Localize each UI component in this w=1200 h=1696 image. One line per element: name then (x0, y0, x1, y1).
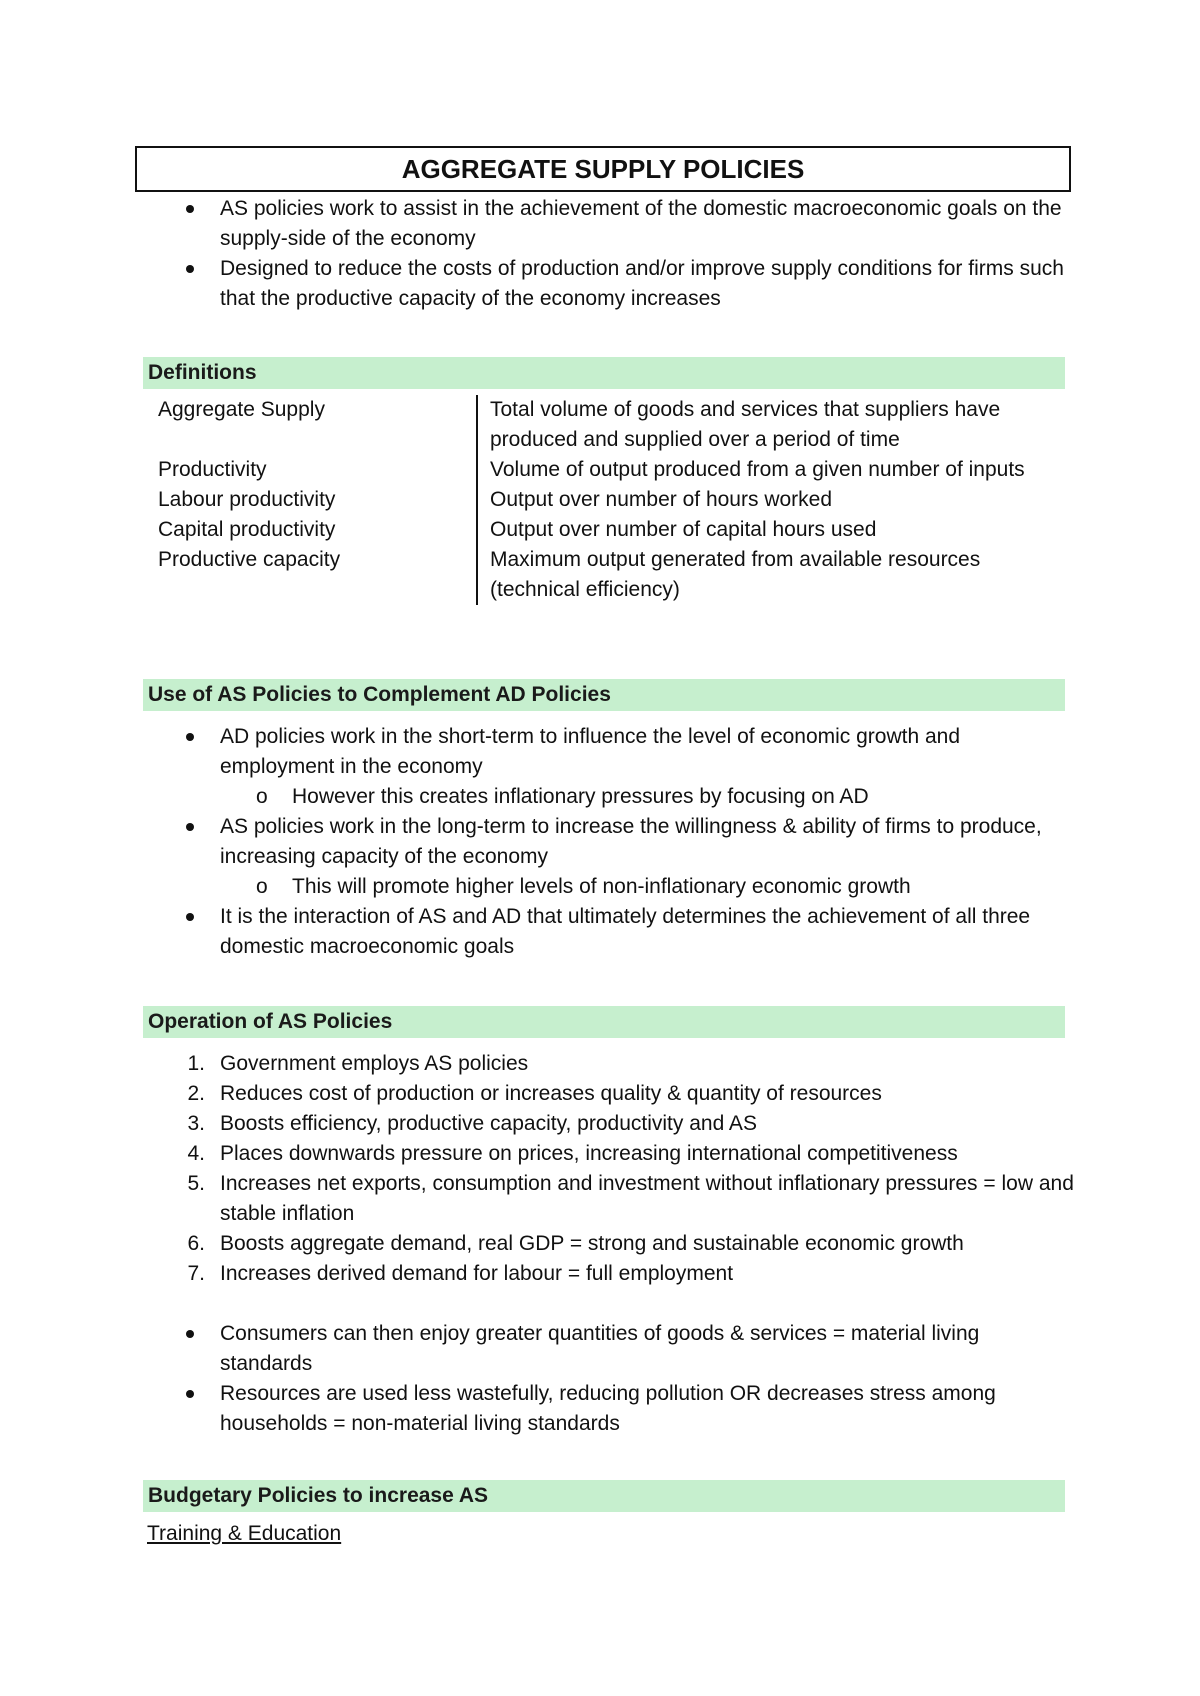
list-item: Places downwards pressure on prices, increasing international competitiveness (220, 1142, 958, 1165)
list-item: Resources are used less wastefully, reducing pollution OR decreases stress among households = non-material living standards (135, 1379, 1075, 1439)
definition-description: Volume of output produced from a given number of inputs (476, 455, 1060, 485)
definition-row (158, 455, 1078, 485)
document-title: AGGREGATE SUPPLY POLICIES (135, 146, 1071, 192)
list-item (135, 902, 1075, 962)
list-item: Increases derived demand for labour = full employment (220, 1262, 734, 1285)
operation-steps-list (135, 1049, 1075, 1289)
living-standards-bullet-list (135, 1319, 1075, 1439)
list-item-text: It is the interaction of AS and AD that ultimately determines the achievement of all three domestic macroeconomic goals (220, 905, 1031, 958)
definition-term: Productive capacity (158, 548, 341, 571)
definitions-table (158, 395, 1078, 605)
intro-section (135, 194, 1075, 314)
list-item (135, 722, 1075, 812)
complement-section (135, 722, 1075, 962)
definition-description: Total volume of goods and services that suppliers have produced and supplied over a period of time (476, 395, 1060, 455)
definition-row (158, 395, 1078, 455)
section-heading-definitions: Definitions (143, 357, 1065, 389)
definition-term: Capital productivity (158, 518, 336, 541)
definition-row (158, 485, 1078, 515)
section-heading-budgetary: Budgetary Policies to increase AS (143, 1480, 1065, 1512)
sub-list (220, 782, 1075, 812)
list-item: Boosts efficiency, productive capacity, productivity and AS (220, 1112, 757, 1135)
sub-list-item: o However this creates inflationary pressures by focusing on AD (220, 782, 1075, 812)
section-heading-operation: Operation of AS Policies (143, 1006, 1065, 1038)
sub-list (220, 872, 1075, 902)
definition-description: Output over number of hours worked (476, 485, 1060, 515)
list-item-text: AD policies work in the short-term to influence the level of economic growth and employment in the economy (220, 725, 961, 778)
list-item: Increases net exports, consumption and investment without inflationary pressures = low and stable inflation (220, 1172, 1074, 1225)
definition-row (158, 515, 1078, 545)
sub-list-item: o This will promote higher levels of non-inflationary economic growth (220, 872, 1075, 902)
definition-term: Aggregate Supply (158, 398, 325, 421)
list-item: AS policies work to assist in the achievement of the domestic macroeconomic goals on the supply-side of the economy (135, 194, 1075, 254)
definition-description: Output over number of capital hours used (476, 515, 1060, 545)
intro-bullet-list (135, 194, 1075, 314)
list-item-text: AS policies work in the long-term to increase the willingness & ability of firms to produce, increasing capacity of the economy (220, 815, 1042, 868)
definition-term: Productivity (158, 458, 267, 481)
section-heading-complement: Use of AS Policies to Complement AD Policies (143, 679, 1065, 711)
list-item (135, 812, 1075, 902)
list-item: Consumers can then enjoy greater quantities of goods & services = material living standards (135, 1319, 1075, 1379)
subheading-training-education: Training & Education (147, 1522, 342, 1545)
list-item: Boosts aggregate demand, real GDP = strong and sustainable economic growth (220, 1232, 964, 1255)
list-item: Reduces cost of production or increases quality & quantity of resources (220, 1082, 882, 1105)
complement-bullet-list (135, 722, 1075, 962)
definition-row (158, 545, 1078, 605)
definition-term: Labour productivity (158, 488, 336, 511)
list-item: Designed to reduce the costs of production and/or improve supply conditions for firms such that the productive capacity of the economy increases (135, 254, 1075, 314)
operation-section (135, 1049, 1075, 1289)
list-item: Government employs AS policies (220, 1052, 529, 1075)
definition-description: Maximum output generated from available resources (technical efficiency) (476, 545, 1060, 605)
living-standards-section (135, 1319, 1075, 1439)
